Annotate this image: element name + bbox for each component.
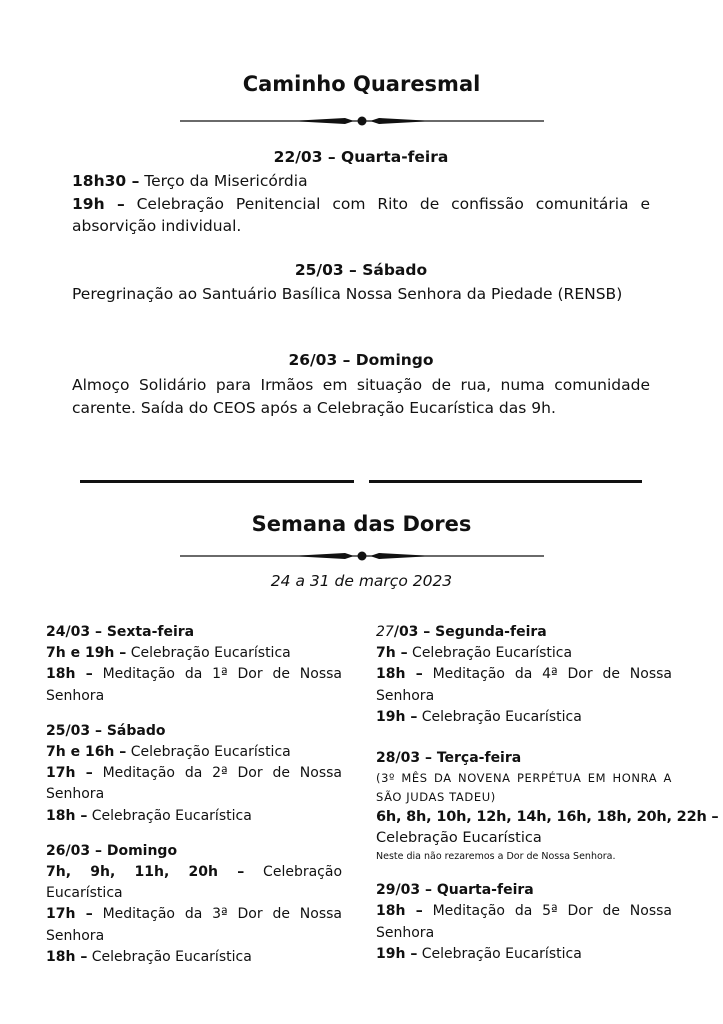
schedule-text: Celebração Eucarística [407,645,573,662]
schedule-time: 7h, 9h, 11h, 20h – [46,864,245,881]
event-time: 19h – [72,194,125,213]
schedule-line [376,643,672,664]
footnote: Neste dia não rezaremos a Dor de Nossa Senhora. [376,851,616,863]
schedule-line [46,806,342,827]
schedule-text: Meditação da 3ª Dor de Nossa Senhora [46,906,343,944]
event-line [72,170,650,193]
schedule-text: Meditação da 2ª Dor de Nossa Senhora [46,765,343,803]
schedule-time: 19h – [376,708,418,725]
event-time: 18h30 – [72,172,140,190]
event-text: Almoço Solidário para Irmãos em situação de rua, numa comunidade carente. Saída do CEOS após a Celebração Eucarística das 9h. [72,376,650,417]
schedule-line [46,947,342,968]
ornament-divider-icon [180,115,544,127]
schedule-time: 19h – [376,945,418,962]
date-range-subtitle: 24 a 31 de março 2023 [270,572,453,590]
schedule-time: 7h – [376,645,408,662]
section-title-semana-das-dores: Semana das Dores [251,512,472,536]
schedule-column-left [46,622,342,968]
schedule-line [376,707,672,728]
schedule-line [46,742,342,763]
event-date: 22/03 – Quarta-feira [273,148,449,166]
event-text: Peregrinação ao Santuário Basílica Nossa Senhora da Piedade (RENSB) [72,285,623,303]
schedule-line [46,904,342,946]
schedule-time: 17h – [46,906,93,923]
schedule-time: 18h – [376,666,423,683]
event-line [72,193,650,238]
schedule-line [46,763,342,805]
schedule-text: Celebração Eucarística [87,948,252,965]
schedule-line [46,643,342,664]
day-heading-prefix: 27 [376,624,394,640]
event-text: Terço da Misericórdia [139,172,308,190]
schedule-times: 6h, 8h, 10h, 12h, 14h, 16h, 18h, 20h, 22h – [376,809,719,826]
event-text: Celebração Penitencial com Rito de confissão comunitária e absorvição individual. [72,194,650,235]
schedule-line [376,944,672,965]
day-heading-rest: /03 – Segunda-feira [393,624,547,640]
schedule-text: Meditação da 5ª Dor de Nossa Senhora [376,903,673,941]
schedule-text: Meditação da 4ª Dor de Nossa Senhora [376,666,673,704]
event-details [72,170,650,238]
day-heading: 25/03 – Sábado [46,722,166,739]
schedule-time: 18h – [46,666,93,683]
schedule-time: 17h – [46,765,93,782]
day-heading: 28/03 – Terça-feira [376,750,522,767]
schedule-line [46,862,342,904]
day-heading [376,622,672,643]
schedule-text: Celebração Eucarística [46,864,343,902]
schedule-text: Celebração Eucarística [126,645,291,662]
schedule-time: 18h – [46,807,88,824]
schedule-time: 7h e 16h – [46,744,127,761]
schedule-line [376,664,672,706]
schedule-line [46,664,342,706]
section-title-caminho-quaresmal: Caminho Quaresmal [242,72,481,96]
section-divider-left [80,480,354,483]
schedule-text: Celebração Eucarística [126,744,291,761]
event-date: 25/03 – Sábado [294,261,428,279]
schedule-line [376,901,672,943]
schedule-time: 18h – [46,948,88,965]
schedule-time: 18h – [376,903,423,920]
event-details [72,374,650,419]
day-heading: 24/03 – Sexta-feira [46,624,195,640]
schedule-text: Celebração Eucarística [376,830,542,847]
schedule-time: 7h e 19h – [46,645,127,662]
schedule-text: Celebração Eucarística [87,807,252,824]
novena-note: (3º MÊS DA NOVENA PERPÉTUA EM HONRA A SÃO JUDAS TADEU) [376,771,672,805]
event-date: 26/03 – Domingo [288,351,434,369]
ornament-divider-icon [180,550,544,562]
section-divider-right [369,480,642,483]
day-heading: 29/03 – Quarta-feira [376,882,534,899]
day-heading: 26/03 – Domingo [46,842,178,859]
schedule-column-right [376,622,719,965]
schedule-text: Celebração Eucarística [417,945,582,962]
event-details [72,283,650,306]
schedule-text: Meditação da 1ª Dor de Nossa Senhora [46,666,343,704]
schedule-text: Celebração Eucarística [417,708,582,725]
